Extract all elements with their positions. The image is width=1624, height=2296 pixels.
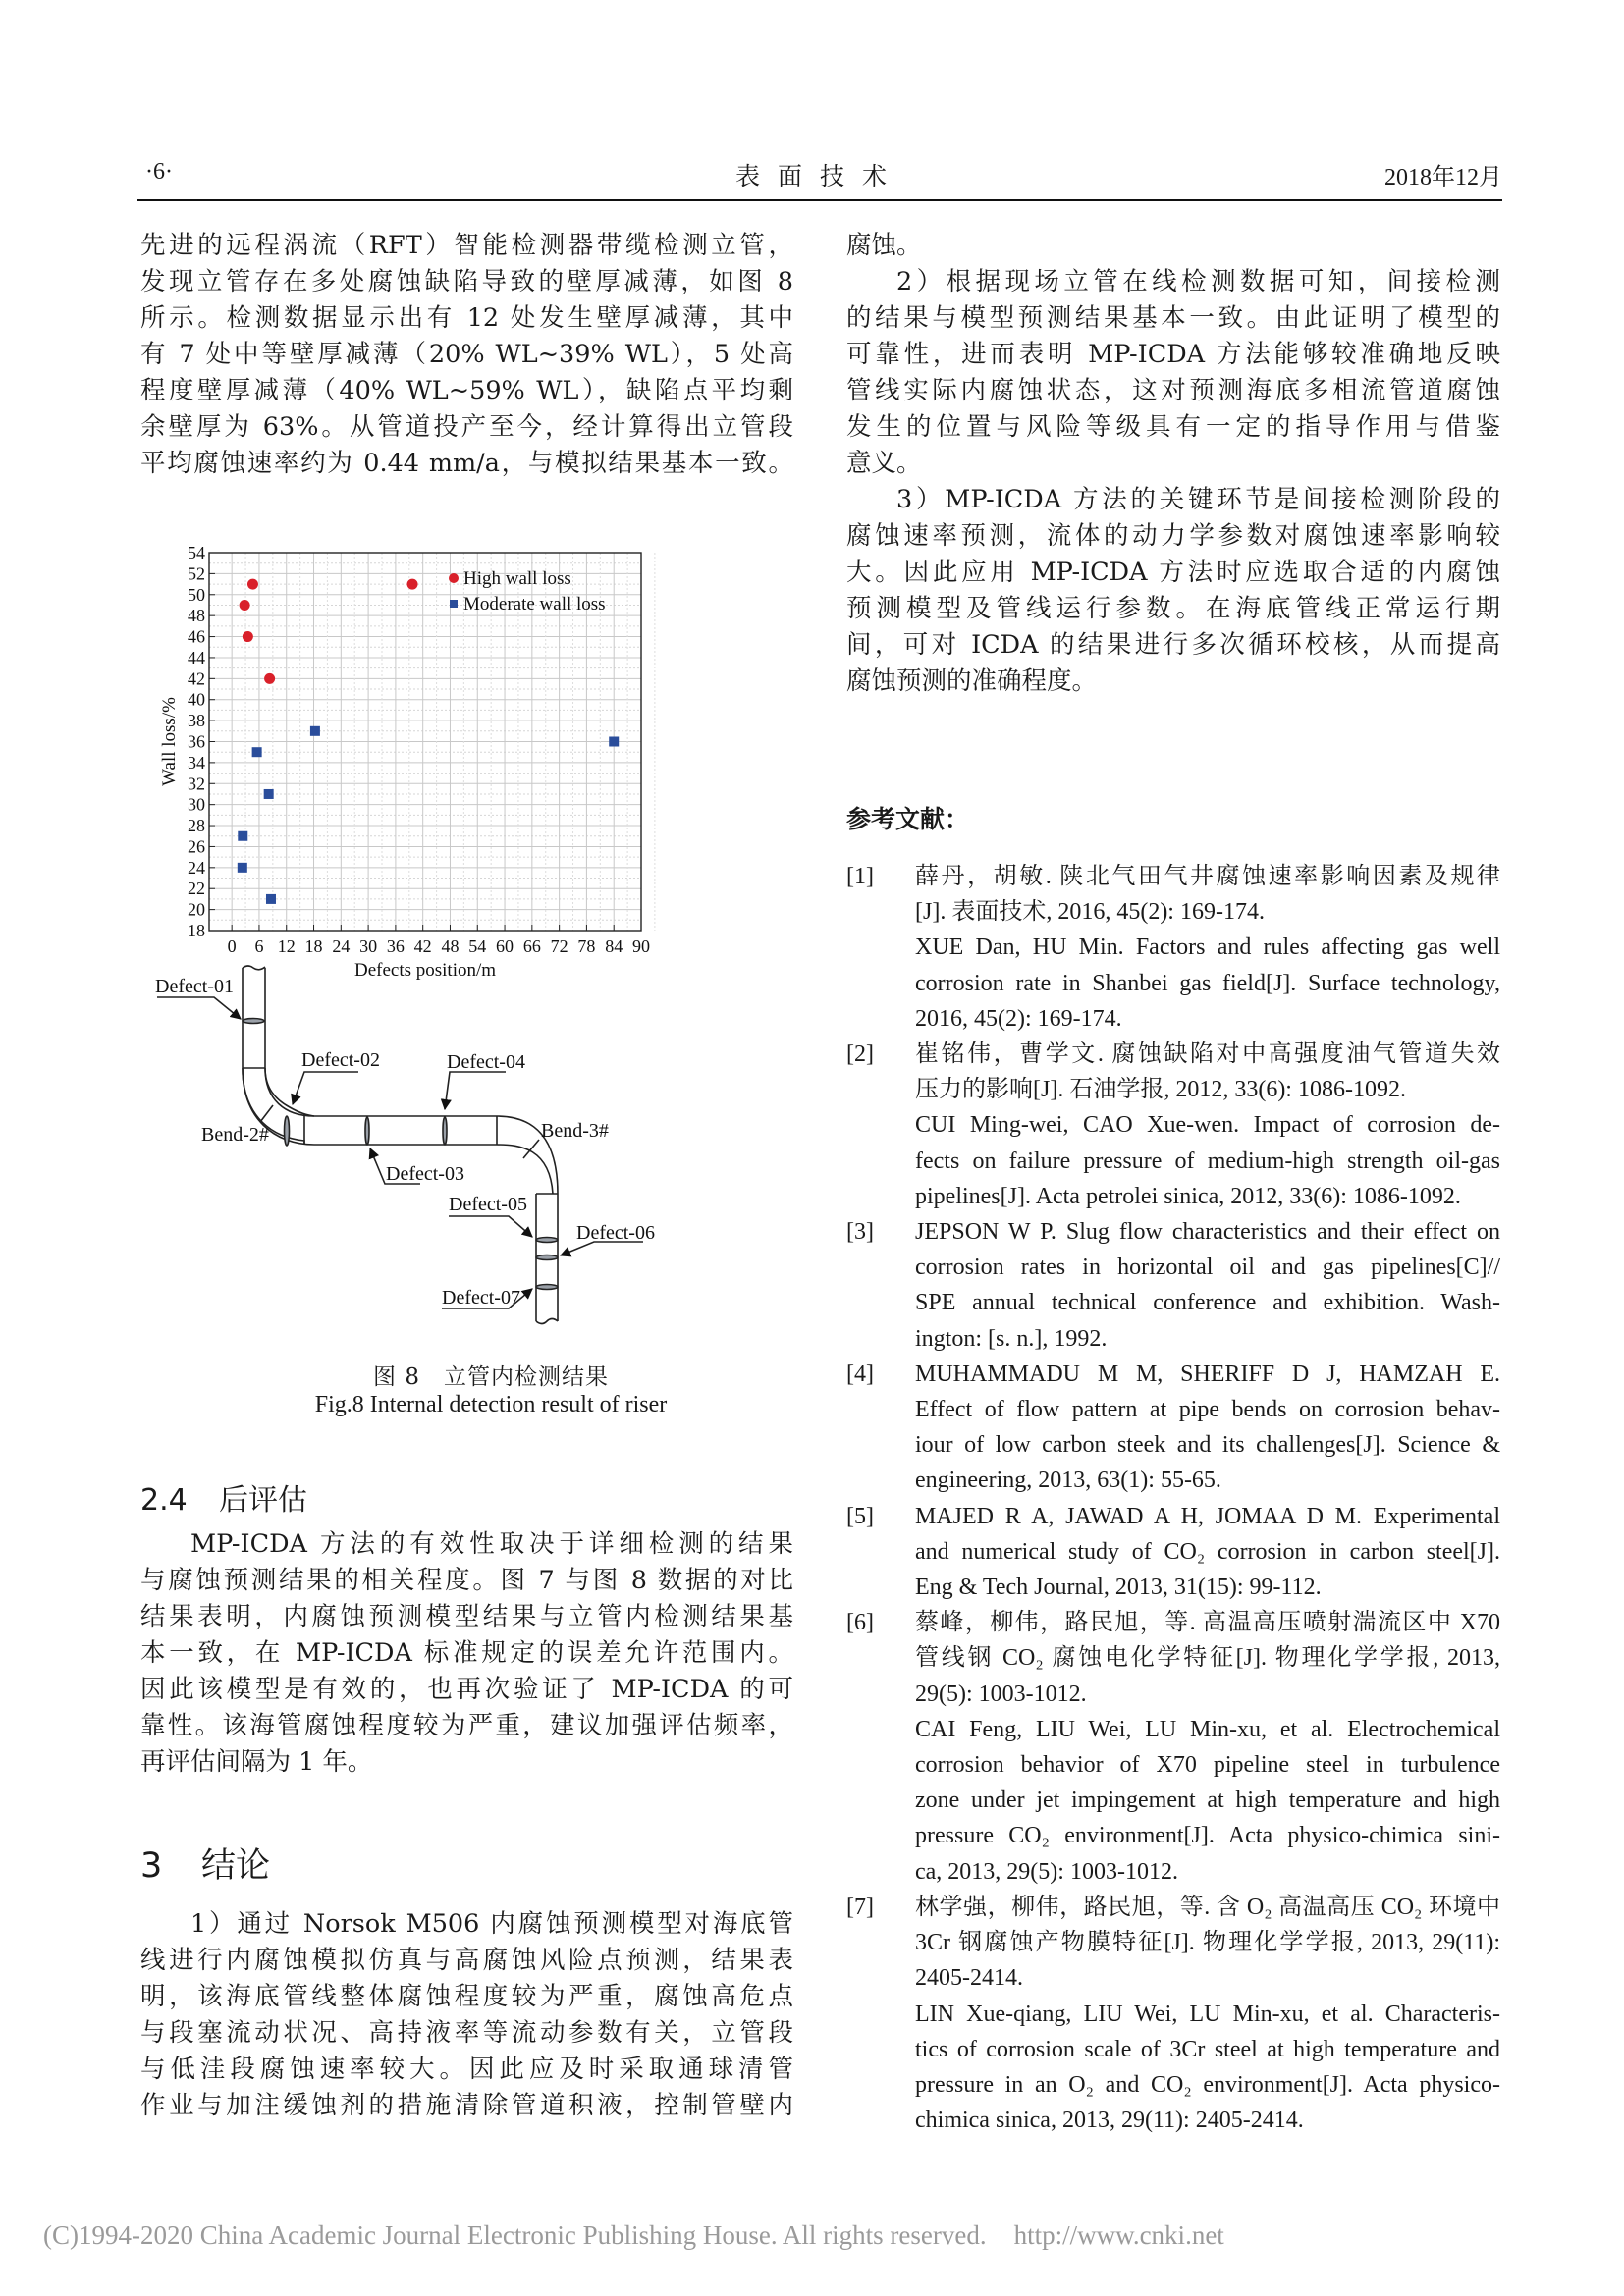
svg-text:90: 90 — [632, 936, 650, 956]
svg-text:54: 54 — [468, 936, 487, 956]
reference-line: pressure CO₂ environment[J]. Acta physico-chimica sini- — [915, 1823, 1500, 1849]
text-line: 的结果与模型预测结果基本一致。由此证明了模型的 — [846, 303, 1500, 333]
reference-line: 林学强，柳伟，路民旭，等. 含 O₂ 高温高压 CO₂ 环境中 — [915, 1894, 1500, 1920]
reference-line: CUI Ming-wei, CAO Xue-wen. Impact of corrosion de- — [915, 1112, 1500, 1139]
label-defect-01: Defect-01 — [155, 976, 234, 997]
text-line: 3）MP-ICDA 方法的关键环节是间接检测阶段的 — [896, 485, 1500, 514]
text-line: 所示。检测数据显示出有 12 处发生壁厚减薄，其中 — [140, 303, 793, 333]
reference-line: 管线钢 CO₂ 腐蚀电化学特征[J]. 物理化学学报, 2013, — [915, 1645, 1500, 1672]
header-rule — [137, 199, 1502, 201]
text-line: 管线实际内腐蚀状态，这对预测海底多相流管道腐蚀 — [846, 376, 1500, 405]
svg-text:24: 24 — [332, 936, 351, 956]
label-bend-2: Bend-2# — [201, 1124, 269, 1146]
data-point-moderate — [310, 726, 320, 736]
data-point-high — [243, 631, 253, 642]
data-point-moderate — [266, 894, 276, 904]
svg-text:50: 50 — [188, 584, 205, 605]
text-line: 大。因此应用 MP-ICDA 方法时应选取合适的内腐蚀 — [846, 558, 1500, 587]
conclusion-point-1 — [140, 1906, 793, 2124]
reference-line: pipelines[J]. Acta petrolei sinica, 2012, 33(6): 1086-1092. — [915, 1183, 1461, 1209]
reference-item — [846, 859, 1500, 1037]
text-line: 再评估间隔为 1 年。 — [140, 1747, 373, 1777]
svg-text:38: 38 — [188, 711, 205, 731]
data-point-high — [264, 673, 275, 684]
reference-line: 蔡峰，柳伟，路民旭，等. 高温高压喷射湍流区中 X70 — [915, 1610, 1500, 1636]
svg-text:20: 20 — [188, 899, 205, 920]
text-line: 结果表明，内腐蚀预测模型结果与立管内检测结果基 — [140, 1602, 793, 1631]
svg-text:18: 18 — [304, 936, 323, 956]
svg-text:34: 34 — [188, 752, 205, 773]
section-title: 结论 — [201, 1846, 271, 1886]
data-point-moderate — [252, 747, 262, 757]
reference-item — [846, 1214, 1500, 1357]
reference-line: [J]. 表面技术, 2016, 45(2): 169-174. — [915, 899, 1265, 926]
defect-06-arrow — [561, 1242, 643, 1255]
reference-number: [4] — [846, 1361, 874, 1387]
svg-text:52: 52 — [188, 563, 205, 584]
section-number: 2.4 — [140, 1483, 188, 1518]
reference-line: 薛丹，胡敏. 陕北气田气井腐蚀速率影响因素及规律 — [915, 864, 1500, 889]
y-axis-label: Wall loss/% — [159, 697, 180, 786]
data-point-moderate — [609, 737, 619, 747]
copyright-footer — [43, 2220, 1224, 2251]
reference-line: zone under jet impingement at high temperature and high — [915, 1788, 1500, 1814]
figure-caption-en: Fig.8 Internal detection result of riser — [314, 1392, 668, 1417]
text-line: 平均腐蚀速率约为 0.44 mm/a，与模拟结果基本一致。 — [140, 449, 793, 478]
reference-line: XUE Dan, HU Min. Factors and rules affecting gas well — [915, 934, 1500, 961]
reference-line: corrosion rate in Shanbei gas field[J]. Surface technology, — [915, 970, 1500, 996]
svg-text:42: 42 — [188, 668, 205, 689]
text-line: 2）根据现场立管在线检测数据可知，间接检测 — [896, 267, 1500, 296]
svg-text:40: 40 — [188, 689, 205, 710]
svg-text:6: 6 — [254, 936, 264, 956]
section-heading-2-4 — [140, 1475, 307, 1519]
text-line: 发生的位置与风险等级具有一定的指导作用与借鉴 — [846, 412, 1500, 442]
text-line: 腐蚀预测的准确程度。 — [846, 667, 1098, 696]
svg-text:46: 46 — [188, 626, 205, 647]
svg-text:44: 44 — [188, 647, 205, 667]
reference-number: [6] — [846, 1610, 874, 1636]
reference-item — [846, 1499, 1500, 1606]
data-point-moderate — [238, 863, 247, 873]
label-defect-06: Defect-06 — [576, 1222, 655, 1244]
label-bend-3: Bend-3# — [541, 1120, 609, 1142]
page-number: ·6· — [145, 159, 173, 185]
reference-line: engineering, 2013, 63(1): 55-65. — [915, 1468, 1221, 1494]
reference-line: and numerical study of CO₂ corrosion in carbon steel[J]. — [915, 1538, 1500, 1565]
text-line: 腐蚀。 — [846, 231, 922, 260]
text-line: 腐蚀速率预测，流体的动力学参数对腐蚀速率影响较 — [846, 521, 1500, 551]
svg-text:12: 12 — [277, 936, 296, 956]
data-point-moderate — [264, 789, 274, 799]
text-line: 意义。 — [846, 449, 922, 478]
reference-number: [7] — [846, 1894, 874, 1920]
references-heading: 参考文献： — [846, 805, 970, 833]
text-line: 可靠性，进而表明 MP-ICDA 方法能够较准确地反映 — [846, 340, 1500, 369]
text-line: 线进行内腐蚀模拟仿真与高腐蚀风险点预测，结果表 — [140, 1946, 793, 1975]
reference-line: corrosion rates in horizontal oil and gas pipelines[C]// — [915, 1255, 1500, 1281]
reference-line: CAI Feng, LIU Wei, LU Min-xu, et al. Electrochemical — [915, 1716, 1500, 1742]
text-line: 预测模型及管线运行参数。在海底管线正常运行期 — [846, 594, 1500, 623]
data-point-high — [240, 600, 250, 611]
svg-text:28: 28 — [188, 816, 205, 836]
reference-number: [1] — [846, 864, 874, 889]
reference-line: 2405-2414. — [915, 1965, 1023, 1992]
svg-text:24: 24 — [188, 857, 205, 878]
reference-line: 29(5): 1003-1012. — [915, 1681, 1087, 1707]
section-2-4-paragraph — [140, 1526, 793, 1781]
reference-line: Effect of flow pattern at pipe bends on corrosion behav- — [915, 1397, 1500, 1423]
svg-text:18: 18 — [188, 921, 205, 940]
x-axis-label: Defects position/m — [353, 960, 497, 981]
figure-caption-zh: 图 8 立管内检测结果 — [373, 1364, 609, 1390]
text-line: 与段塞流动状况、高持液率等流动参数有关，立管段 — [140, 2018, 793, 2048]
label-defect-04: Defect-04 — [447, 1051, 525, 1073]
reference-line: fects on failure pressure of medium-high strength oil-gas — [915, 1148, 1500, 1174]
reference-item — [846, 1605, 1500, 1890]
legend-label: High wall loss — [463, 568, 571, 589]
svg-text:26: 26 — [188, 836, 205, 857]
copyright-text: (C)1994-2020 China Academic Journal Electronic Publishing House. All rights reserved. — [43, 2220, 987, 2250]
text-line: 靠性。该海管腐蚀程度较为严重，建议加强评估频率， — [140, 1711, 793, 1740]
svg-text:0: 0 — [227, 936, 237, 956]
intro-paragraph — [140, 228, 793, 482]
reference-line: SPE annual technical conference and exhibition. Wash- — [915, 1290, 1500, 1316]
reference-line: chimica sinica, 2013, 29(11): 2405-2414. — [915, 2108, 1304, 2134]
defect-01-arrow — [157, 997, 241, 1019]
text-line: 先进的远程涡流（RFT）智能检测器带缆检测立管， — [140, 231, 793, 260]
reference-line: Eng & Tech Journal, 2013, 31(15): 99-112. — [915, 1575, 1322, 1601]
cnki-link[interactable]: http://www.cnki.net — [1013, 2220, 1224, 2250]
svg-text:78: 78 — [577, 936, 596, 956]
label-defect-07: Defect-07 — [442, 1287, 520, 1308]
reference-number: [3] — [846, 1219, 874, 1246]
journal-title: 表面技术 — [734, 162, 904, 190]
reference-line: MAJED R A, JAWAD A H, JOMAA D M. Experimental — [915, 1503, 1500, 1529]
text-line: 间，可对 ICDA 的结果进行多次循环校核，从而提高 — [846, 630, 1500, 660]
reference-item — [846, 1037, 1500, 1214]
text-line: 发现立管存在多处腐蚀缺陷导致的壁厚减薄，如图 8 — [140, 267, 793, 296]
svg-text:66: 66 — [522, 936, 541, 956]
conclusion-continued — [846, 228, 1500, 700]
text-line: 余壁厚为 63%。从管道投产至今，经计算得出立管段 — [140, 412, 793, 442]
label-defect-02: Defect-02 — [301, 1049, 380, 1071]
reference-line: 3Cr 钢腐蚀产物膜特征[J]. 物理化学学报, 2013, 29(11): — [915, 1930, 1500, 1956]
label-defect-05: Defect-05 — [449, 1194, 527, 1215]
riser-defect-diagram — [147, 962, 785, 1345]
svg-text:22: 22 — [188, 879, 205, 899]
reference-line: ington: [s. n.], 1992. — [915, 1325, 1108, 1352]
text-line: 本一致，在 MP-ICDA 标准规定的误差允许范围内。 — [140, 1638, 793, 1668]
reference-line: MUHAMMADU M M, SHERIFF D J, HAMZAH E. — [915, 1361, 1500, 1387]
section-title: 后评估 — [219, 1483, 307, 1518]
reference-line: ca, 2013, 29(5): 1003-1012. — [915, 1858, 1178, 1885]
references-list — [846, 859, 1500, 2138]
svg-text:36: 36 — [188, 731, 205, 752]
text-line: 程度壁厚减薄（40% WL~59% WL），缺陷点平均剩 — [140, 376, 793, 405]
data-point-high — [407, 579, 418, 590]
reference-line: tics of corrosion scale of 3Cr steel at high temperature and — [915, 2036, 1500, 2062]
text-line: 与腐蚀预测结果的相关程度。图 7 与图 8 数据的对比 — [140, 1566, 793, 1595]
reference-number: [5] — [846, 1503, 874, 1529]
svg-text:32: 32 — [188, 774, 205, 794]
section-heading-3 — [140, 1839, 270, 1888]
text-line: 作业与加注缓蚀剂的措施清除管道积液，控制管壁内 — [140, 2091, 793, 2120]
svg-text:84: 84 — [605, 936, 623, 956]
reference-line: 2016, 45(2): 169-174. — [915, 1005, 1122, 1032]
svg-text:36: 36 — [386, 936, 405, 956]
reference-line: JEPSON W P. Slug flow characteristics and their effect on — [915, 1219, 1500, 1246]
svg-text:30: 30 — [188, 794, 205, 815]
data-point-moderate — [238, 831, 247, 841]
text-line: MP-ICDA 方法的有效性取决于详细检测的结果 — [190, 1529, 793, 1559]
reference-line: 压力的影响[J]. 石油学报, 2012, 33(6): 1086-1092. — [915, 1077, 1406, 1103]
reference-item — [846, 1357, 1500, 1499]
svg-text:30: 30 — [359, 936, 378, 956]
svg-text:72: 72 — [550, 936, 568, 956]
text-line: 明，该海底管线整体腐蚀程度较为严重，腐蚀高危点 — [140, 1982, 793, 2011]
reference-line: pressure in an O₂ and CO₂ environment[J]. Acta physico- — [915, 2071, 1500, 2098]
wall-loss-scatter-chart — [147, 543, 697, 981]
reference-line: iour of low carbon steek and its challenges[J]. Science & — [915, 1432, 1500, 1459]
text-line: 与低洼段腐蚀速率较大。因此应及时采取通球清管 — [140, 2055, 793, 2084]
reference-line: LIN Xue-qiang, LIU Wei, LU Min-xu, et al. Characteris- — [915, 2001, 1500, 2027]
svg-text:60: 60 — [496, 936, 514, 956]
svg-text:48: 48 — [188, 606, 205, 626]
reference-number: [2] — [846, 1041, 874, 1068]
svg-text:42: 42 — [413, 936, 432, 956]
reference-line: 崔铭伟，曹学文. 腐蚀缺陷对中高强度油气管道失效 — [915, 1041, 1500, 1068]
text-line: 有 7 处中等壁厚减薄（20% WL~39% WL），5 处高 — [140, 340, 793, 369]
reference-item — [846, 1890, 1500, 2138]
page-header — [137, 157, 1502, 196]
issue-date: 2018年12月 — [1384, 165, 1502, 190]
reference-line: corrosion behavior of X70 pipeline steel in turbulence — [915, 1752, 1500, 1779]
text-line: 因此该模型是有效的，也再次验证了 MP-ICDA 的可 — [140, 1675, 793, 1704]
legend-label: Moderate wall loss — [463, 594, 606, 614]
text-line: 1）通过 Norsok M506 内腐蚀预测模型对海底管 — [190, 1909, 793, 1939]
svg-text:48: 48 — [441, 936, 460, 956]
label-defect-03: Defect-03 — [386, 1163, 464, 1185]
svg-text:54: 54 — [188, 543, 205, 562]
defect-05-arrow — [449, 1216, 532, 1237]
defect-02-arrow — [293, 1072, 358, 1104]
data-point-high — [247, 579, 258, 590]
section-number: 3 — [140, 1846, 163, 1886]
defect-04-arrow — [445, 1072, 506, 1109]
